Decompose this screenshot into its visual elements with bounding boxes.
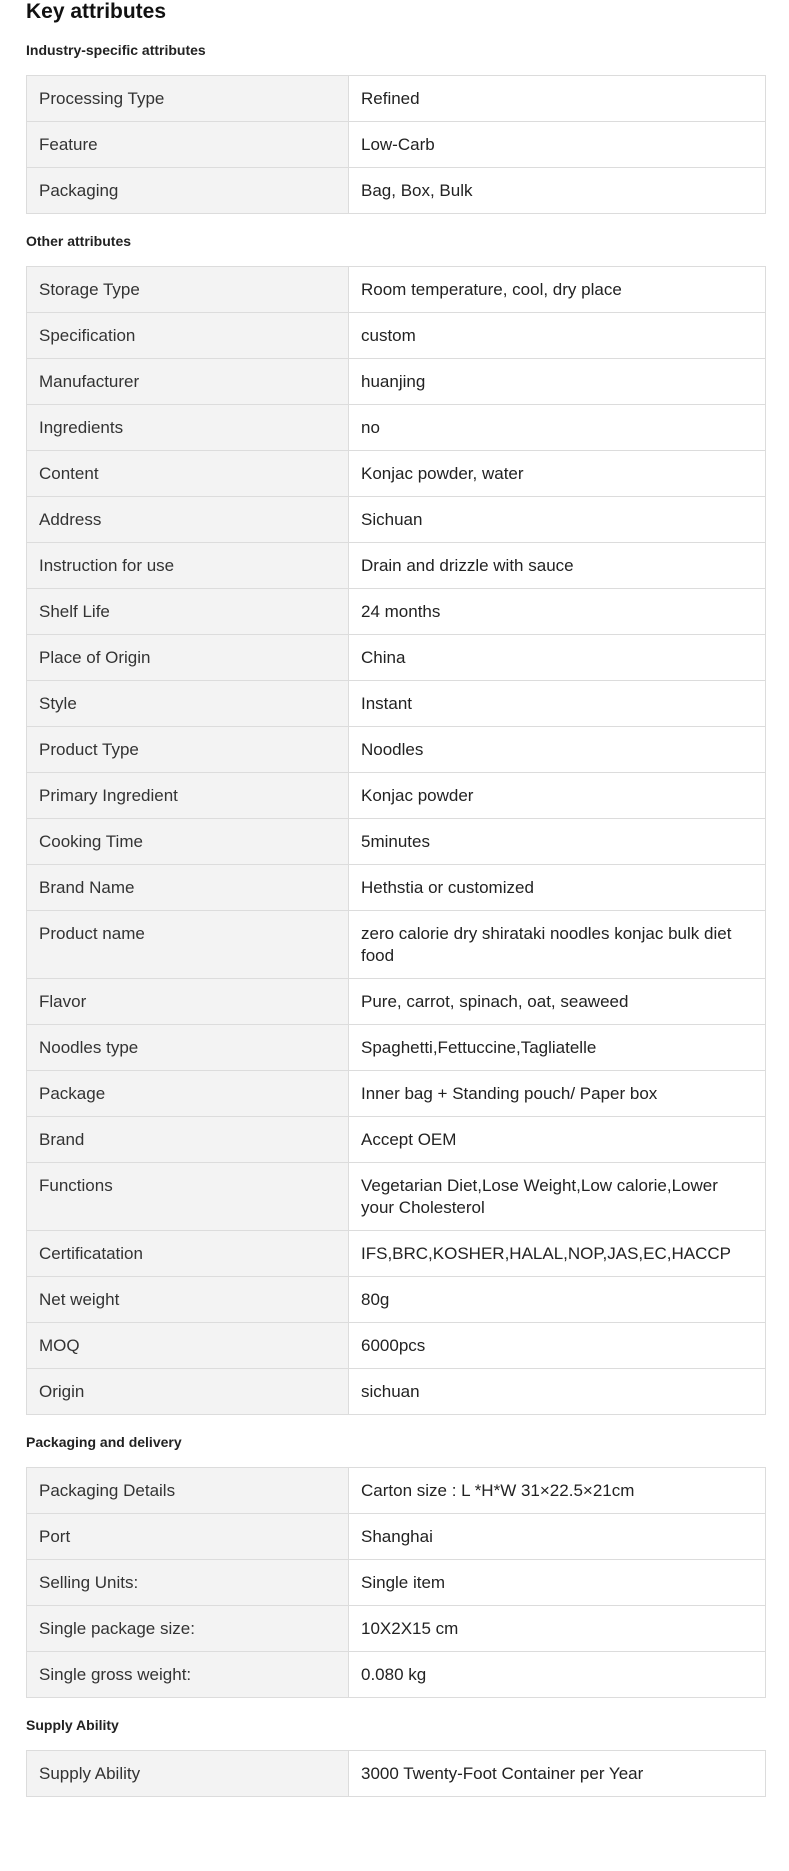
attribute-value: Pure, carrot, spinach, oat, seaweed: [349, 979, 766, 1025]
attribute-row: [27, 1514, 766, 1560]
attribute-row: [27, 1117, 766, 1163]
attribute-key: Net weight: [27, 1277, 349, 1323]
attribute-row: [27, 1369, 766, 1415]
attribute-value: Instant: [349, 681, 766, 727]
attribute-key: Port: [27, 1514, 349, 1560]
attribute-row: [27, 1071, 766, 1117]
attribute-row: [27, 681, 766, 727]
attribute-value: custom: [349, 313, 766, 359]
attribute-key: Product Type: [27, 727, 349, 773]
attribute-value: 24 months: [349, 589, 766, 635]
attribute-row: [27, 773, 766, 819]
attribute-key: Brand Name: [27, 865, 349, 911]
attribute-value: Bag, Box, Bulk: [349, 168, 766, 214]
attribute-value: sichuan: [349, 1369, 766, 1415]
attribute-key: Packaging Details: [27, 1468, 349, 1514]
attribute-value: Noodles: [349, 727, 766, 773]
attribute-key: Address: [27, 497, 349, 543]
attribute-row: [27, 635, 766, 681]
attribute-key: Origin: [27, 1369, 349, 1415]
attribute-sections: [26, 41, 763, 1797]
attribute-key: Brand: [27, 1117, 349, 1163]
attribute-key: Single gross weight:: [27, 1652, 349, 1698]
attribute-row: [27, 819, 766, 865]
attribute-value: 80g: [349, 1277, 766, 1323]
attribute-key: Style: [27, 681, 349, 727]
attribute-row: [27, 1163, 766, 1231]
attributes-table: [26, 1750, 766, 1797]
attribute-key: Supply Ability: [27, 1751, 349, 1797]
attribute-row: [27, 1560, 766, 1606]
attribute-value: China: [349, 635, 766, 681]
attribute-row: [27, 451, 766, 497]
attribute-key: Functions: [27, 1163, 349, 1231]
attribute-value: 6000pcs: [349, 1323, 766, 1369]
attributes-table: [26, 266, 766, 1415]
attributes-table: [26, 1467, 766, 1698]
attribute-key: Flavor: [27, 979, 349, 1025]
attribute-key: Feature: [27, 122, 349, 168]
attribute-row: [27, 497, 766, 543]
attribute-value: Drain and drizzle with sauce: [349, 543, 766, 589]
attribute-value: Konjac powder, water: [349, 451, 766, 497]
attribute-row: [27, 543, 766, 589]
attribute-key: Specification: [27, 313, 349, 359]
attribute-value: 10X2X15 cm: [349, 1606, 766, 1652]
attribute-key: Primary Ingredient: [27, 773, 349, 819]
attribute-value: IFS,BRC,KOSHER,HALAL,NOP,JAS,EC,HACCP: [349, 1231, 766, 1277]
attribute-row: [27, 359, 766, 405]
attribute-row: [27, 1652, 766, 1698]
attribute-value: Shanghai: [349, 1514, 766, 1560]
attribute-row: [27, 865, 766, 911]
attributes-table: [26, 75, 766, 214]
attribute-value: Sichuan: [349, 497, 766, 543]
attribute-value: 3000 Twenty-Foot Container per Year: [349, 1751, 766, 1797]
section-heading: Packaging and delivery: [26, 1434, 182, 1450]
attribute-value: 5minutes: [349, 819, 766, 865]
attribute-value: Accept OEM: [349, 1117, 766, 1163]
attribute-value: Low-Carb: [349, 122, 766, 168]
attribute-row: [27, 589, 766, 635]
section-heading: Industry-specific attributes: [26, 42, 206, 58]
attribute-value: Refined: [349, 76, 766, 122]
attribute-value: Inner bag + Standing pouch/ Paper box: [349, 1071, 766, 1117]
attribute-row: [27, 1751, 766, 1797]
attribute-row: [27, 405, 766, 451]
page-title: Key attributes: [26, 0, 167, 23]
attribute-value: Konjac powder: [349, 773, 766, 819]
attribute-key: Packaging: [27, 168, 349, 214]
attribute-row: [27, 76, 766, 122]
attribute-row: [27, 267, 766, 313]
attribute-key: Noodles type: [27, 1025, 349, 1071]
attribute-key: Certificatation: [27, 1231, 349, 1277]
attribute-value: Spaghetti,Fettuccine,Tagliatelle: [349, 1025, 766, 1071]
attribute-row: [27, 1606, 766, 1652]
attribute-key: Place of Origin: [27, 635, 349, 681]
attribute-key: Manufacturer: [27, 359, 349, 405]
attribute-value: zero calorie dry shirataki noodles konjac bulk diet food: [349, 911, 766, 979]
attribute-row: [27, 727, 766, 773]
attribute-row: [27, 122, 766, 168]
attribute-key: Product name: [27, 911, 349, 979]
attribute-key: MOQ: [27, 1323, 349, 1369]
attribute-row: [27, 1231, 766, 1277]
attribute-key: Selling Units:: [27, 1560, 349, 1606]
attribute-key: Storage Type: [27, 267, 349, 313]
attribute-value: 0.080 kg: [349, 1652, 766, 1698]
attribute-row: [27, 168, 766, 214]
attribute-row: [27, 1025, 766, 1071]
attribute-value: Vegetarian Diet,Lose Weight,Low calorie,Lower your Cholesterol: [349, 1163, 766, 1231]
attribute-value: Hethstia or customized: [349, 865, 766, 911]
attribute-key: Instruction for use: [27, 543, 349, 589]
attribute-key: Cooking Time: [27, 819, 349, 865]
attribute-key: Package: [27, 1071, 349, 1117]
section-heading: Other attributes: [26, 233, 132, 249]
attribute-value: Room temperature, cool, dry place: [349, 267, 766, 313]
attribute-key: Single package size:: [27, 1606, 349, 1652]
attribute-row: [27, 911, 766, 979]
attribute-key: Processing Type: [27, 76, 349, 122]
attribute-row: [27, 1277, 766, 1323]
attribute-value: no: [349, 405, 766, 451]
attribute-value: huanjing: [349, 359, 766, 405]
attribute-row: [27, 313, 766, 359]
section-heading: Supply Ability: [26, 1717, 119, 1733]
attribute-row: [27, 1323, 766, 1369]
attribute-key: Ingredients: [27, 405, 349, 451]
attribute-row: [27, 979, 766, 1025]
attribute-row: [27, 1468, 766, 1514]
attribute-key: Content: [27, 451, 349, 497]
attribute-value: Carton size : L *H*W 31×22.5×21cm: [349, 1468, 766, 1514]
attribute-key: Shelf Life: [27, 589, 349, 635]
attribute-value: Single item: [349, 1560, 766, 1606]
